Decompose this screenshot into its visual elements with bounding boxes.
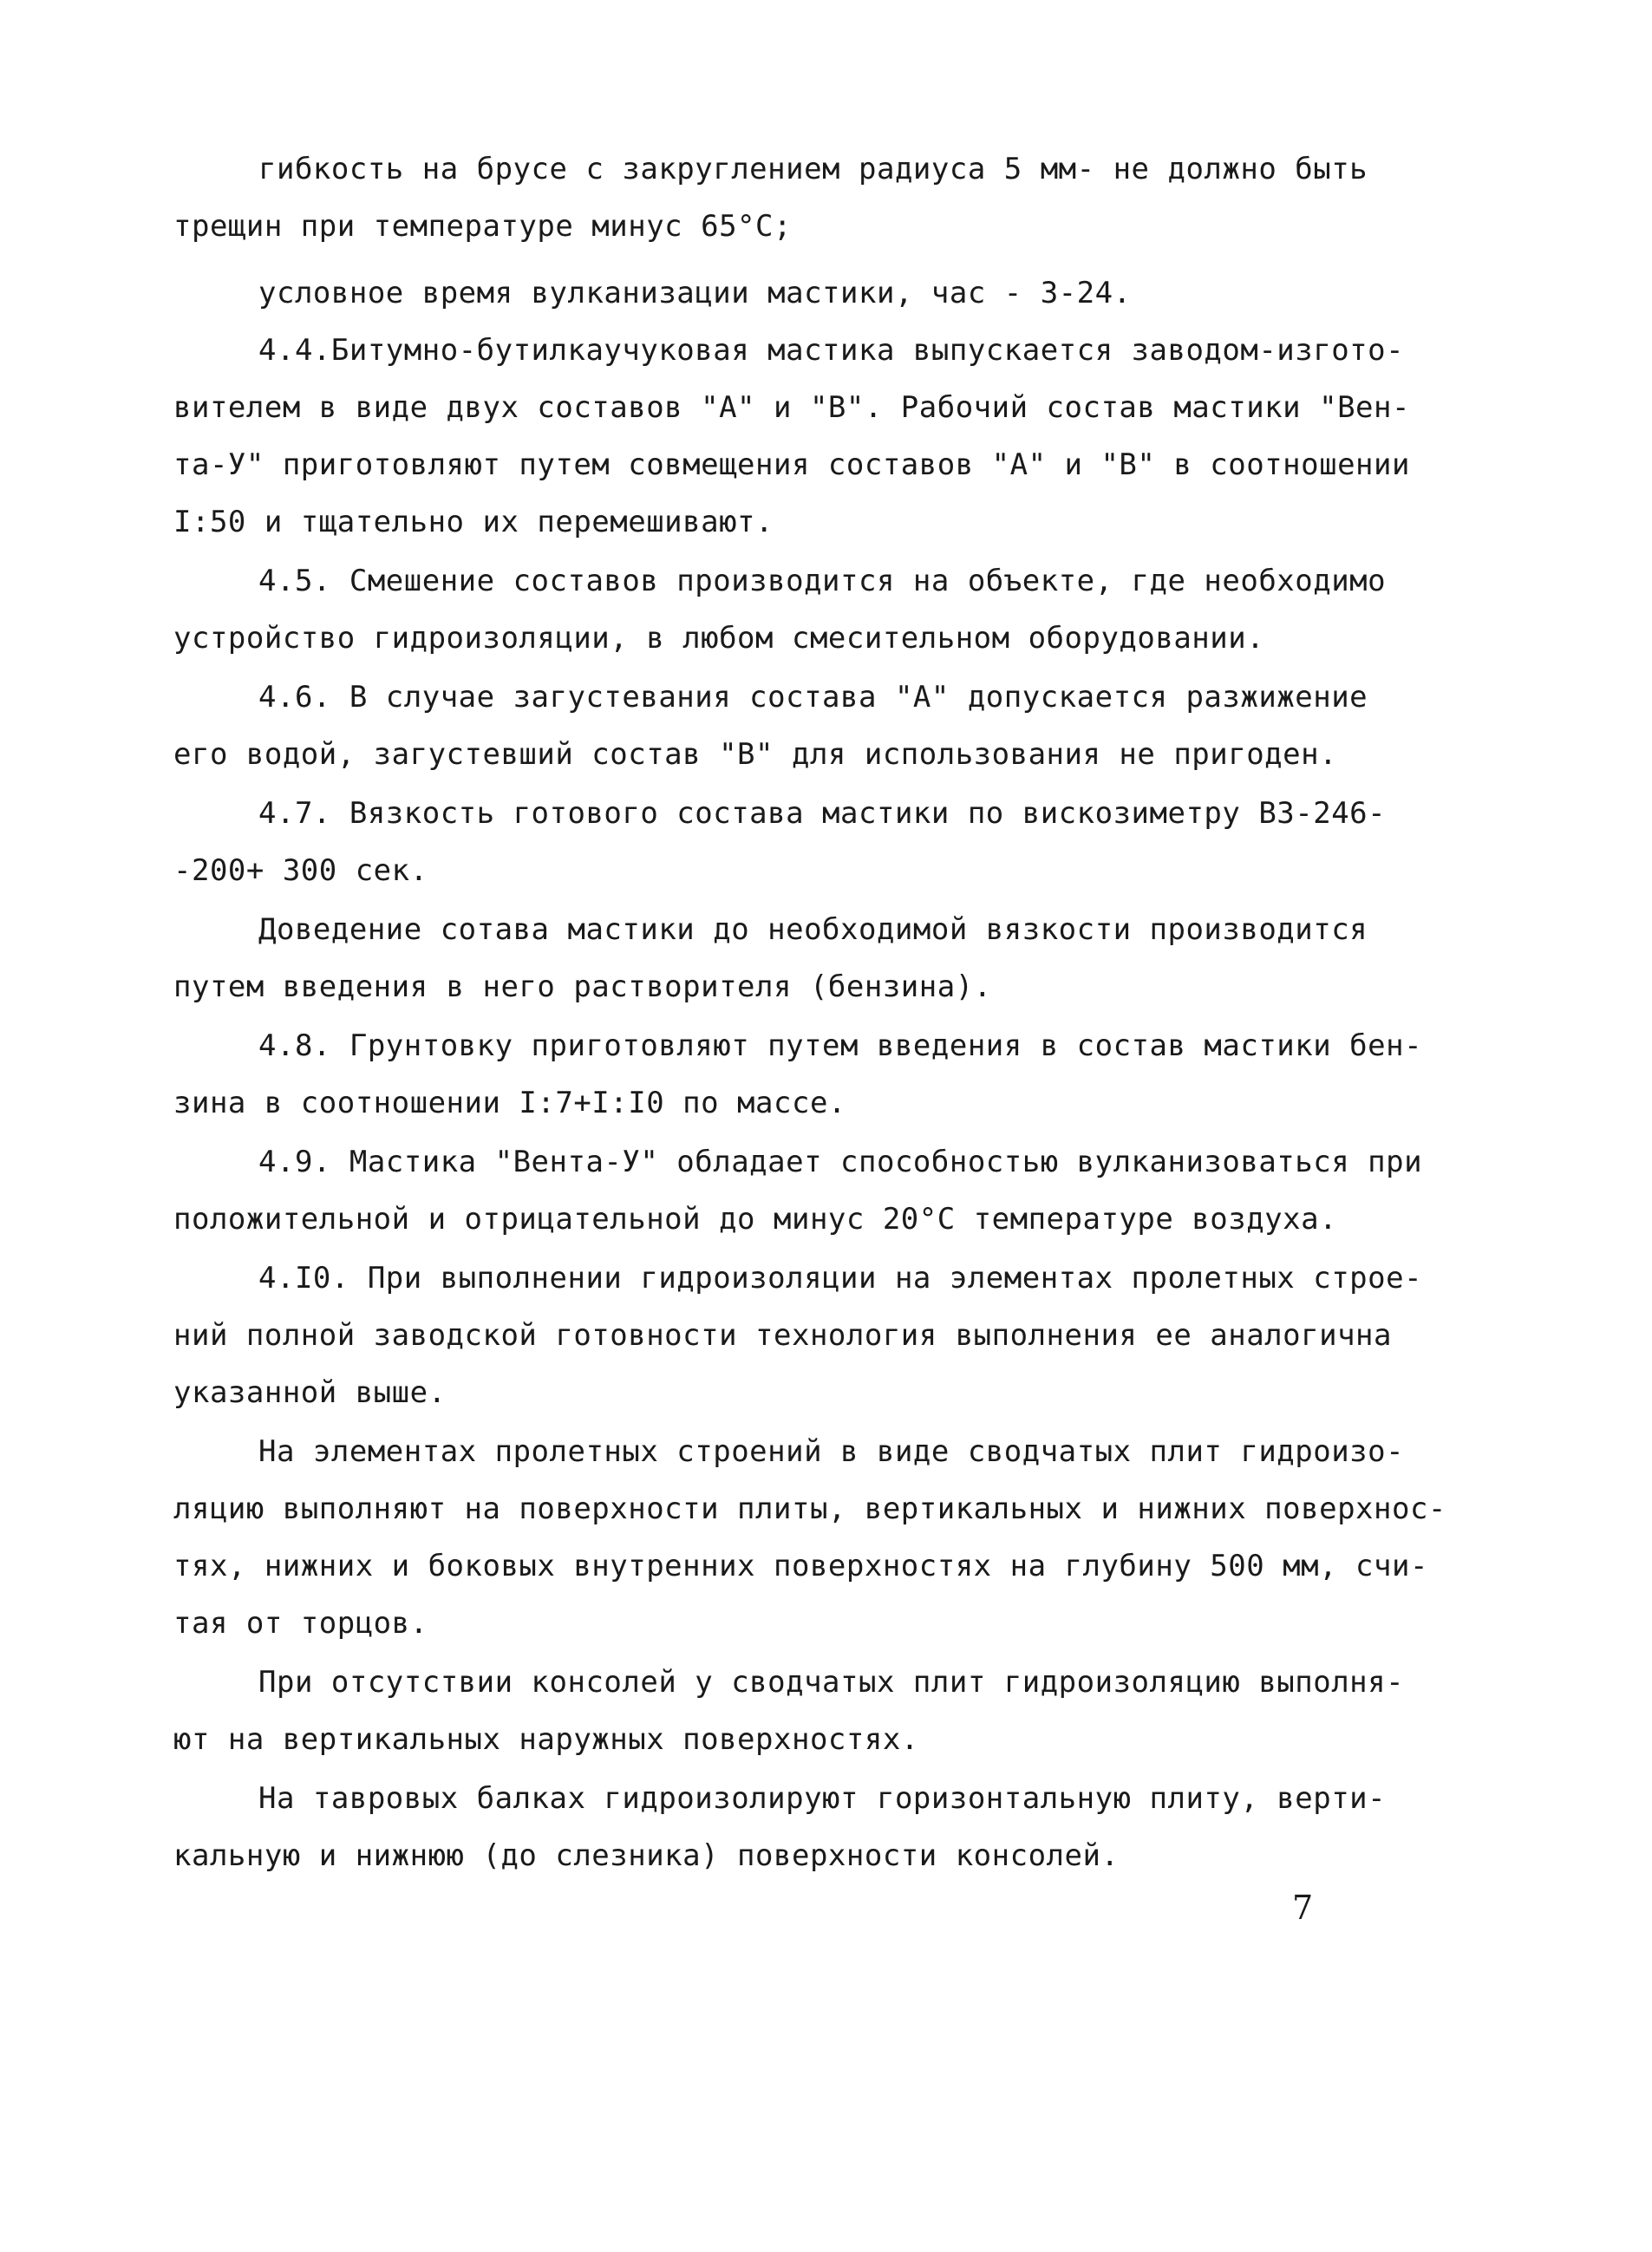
text-line: кальную и нижнюю (до слезника) поверхности консолей. [173,1838,1120,1873]
page-number: 7 [1292,1889,1314,1927]
text-line: 4.8. Грунтовку приготовляют путем введения в состав мастики бен- [258,1028,1423,1063]
text-line: 4.7. Вязкость готового состава мастики по вискозиметру ВЗ-246- [258,796,1387,831]
text-line: указанной выше. [173,1375,447,1410]
text-line: ют на вертикальных наружных поверхностях. [173,1722,919,1757]
text-line: I:50 и тщательно их перемешивают. [173,505,774,539]
text-line: его водой, загустевший состав "В" для использования не пригоден. [173,737,1338,772]
text-line: При отсутствии консолей у сводчатых плит гидроизоляцию выполня- [258,1665,1405,1700]
text-line: путем введения в него растворителя (бензина). [173,969,992,1004]
text-line: На тавровых балках гидроизолируют горизонтальную плиту, верти- [258,1781,1387,1816]
text-line: Доведение сотава мастики до необходимой вязкости производится [258,912,1368,947]
text-line: 4.5. Смешение составов производится на объекте, где необходимо [258,564,1387,598]
text-line: условное время вулканизации мастики, час - 3-24. [258,276,1132,310]
text-line: -200+ 300 сек. [173,853,428,888]
text-line: 4.I0. При выполнении гидроизоляции на элементах пролетных строе- [258,1261,1423,1296]
text-line: ний полной заводской готовности технология выполнения ее аналогична [173,1318,1392,1353]
text-line: 4.9. Мастика "Вента-У" обладает способностью вулканизоваться при [258,1145,1423,1179]
text-line: тая от торцов. [173,1606,428,1641]
text-line: 4.4.Битумно-бутилкаучуковая мастика выпускается заводом-изгото- [258,333,1405,368]
text-line: зина в соотношении I:7+I:I0 по массе. [173,1086,846,1120]
text-line: устройство гидроизоляции, в любом смесительном оборудовании. [173,621,1265,656]
text-line: 4.6. В случае загустевания состава "А" допускается разжижение [258,680,1368,715]
text-line: тях, нижних и боковых внутренних поверхностях на глубину 500 мм, счи- [173,1549,1428,1583]
text-line: вителем в виде двух составов "А" и "В". Рабочий состав мастики "Вен- [173,390,1410,425]
text-line: положительной и отрицательной до минус 20°С температуре воздуха. [173,1202,1338,1237]
text-line: трещин при температуре минус 65°С; [173,209,792,244]
text-line: гибкость на брусе с закруглением радиуса 5 мм- не должно быть [258,152,1368,186]
text-line: ляцию выполняют на поверхности плиты, вертикальных и нижних поверхнос- [173,1492,1446,1526]
text-line: та-У" приготовляют путем совмещения составов "А" и "В" в соотношении [173,447,1410,482]
text-line: На элементах пролетных строений в виде сводчатых плит гидроизо- [258,1434,1405,1469]
